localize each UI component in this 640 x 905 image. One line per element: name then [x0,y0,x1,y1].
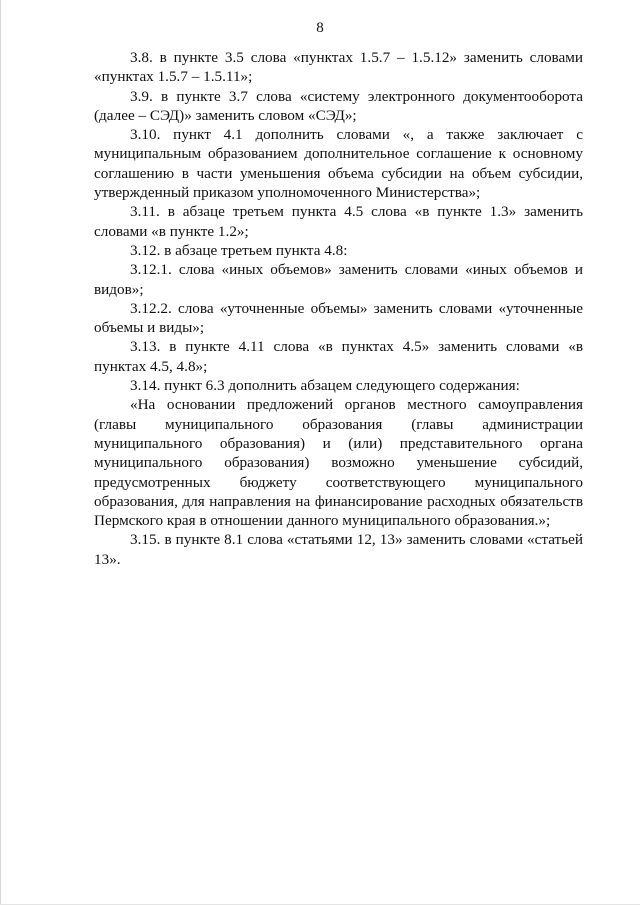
paragraph-3-10: 3.10. пункт 4.1 дополнить словами «, а также заключает с муниципальным образованием дополнительное соглашение к основному соглашению в части уменьшения объема субсидии на объем субсидии, утвержденный приказом уполномоченного Министерства»; [94,126,583,202]
paragraph-3-13: 3.13. в пункте 4.11 слова «в пунктах 4.5» заменить словами «в пунктах 4.5, 4.8»; [94,338,583,375]
paragraph-3-9: 3.9. в пункте 3.7 слова «систему электронного документооборота (далее – СЭД)» заменить словом «СЭД»; [94,87,583,124]
paragraph-3-15: 3.15. в пункте 8.1 слова «статьями 12, 13» заменить словами «статьей 13». [94,531,583,568]
paragraph-3-12-2: 3.12.2. слова «уточненные объемы» заменить словами «уточненные объемы и виды»; [94,299,583,337]
paragraph-3-14-quote: «На основании предложений органов местного самоуправления (главы муниципального образования (главы администрации муниципального образования) и (или) представительного органа муниципального образования) возможно уменьшение субсидий, предусмотренных бюджету соответствующего муниципального образования, для направления на финансирование расходных обязательств Пермского края в отношении данного муниципального образования.»; [94,396,583,530]
paragraph-3-11: 3.11. в абзаце третьем пункта 4.5 слова «в пункте 1.3» заменить словами «в пункте 1.2»; [94,203,583,240]
paragraph-3-8: 3.8. в пункте 3.5 слова «пунктах 1.5.7 – 1.5.12» заменить словами «пунктах 1.5.7 – 1.5.11»; [94,49,583,86]
document-body [94,48,583,569]
page-number: 8 [316,20,324,36]
paragraph-3-12: 3.12. в абзаце третьем пункта 4.8: [130,241,348,259]
paragraph-3-14: 3.14. пункт 6.3 дополнить абзацем следующего содержания: [130,377,520,395]
paragraph-3-12-1: 3.12.1. слова «иных объемов» заменить словами «иных объемов и видов»; [94,261,583,298]
scan-edge-left [0,0,1,905]
